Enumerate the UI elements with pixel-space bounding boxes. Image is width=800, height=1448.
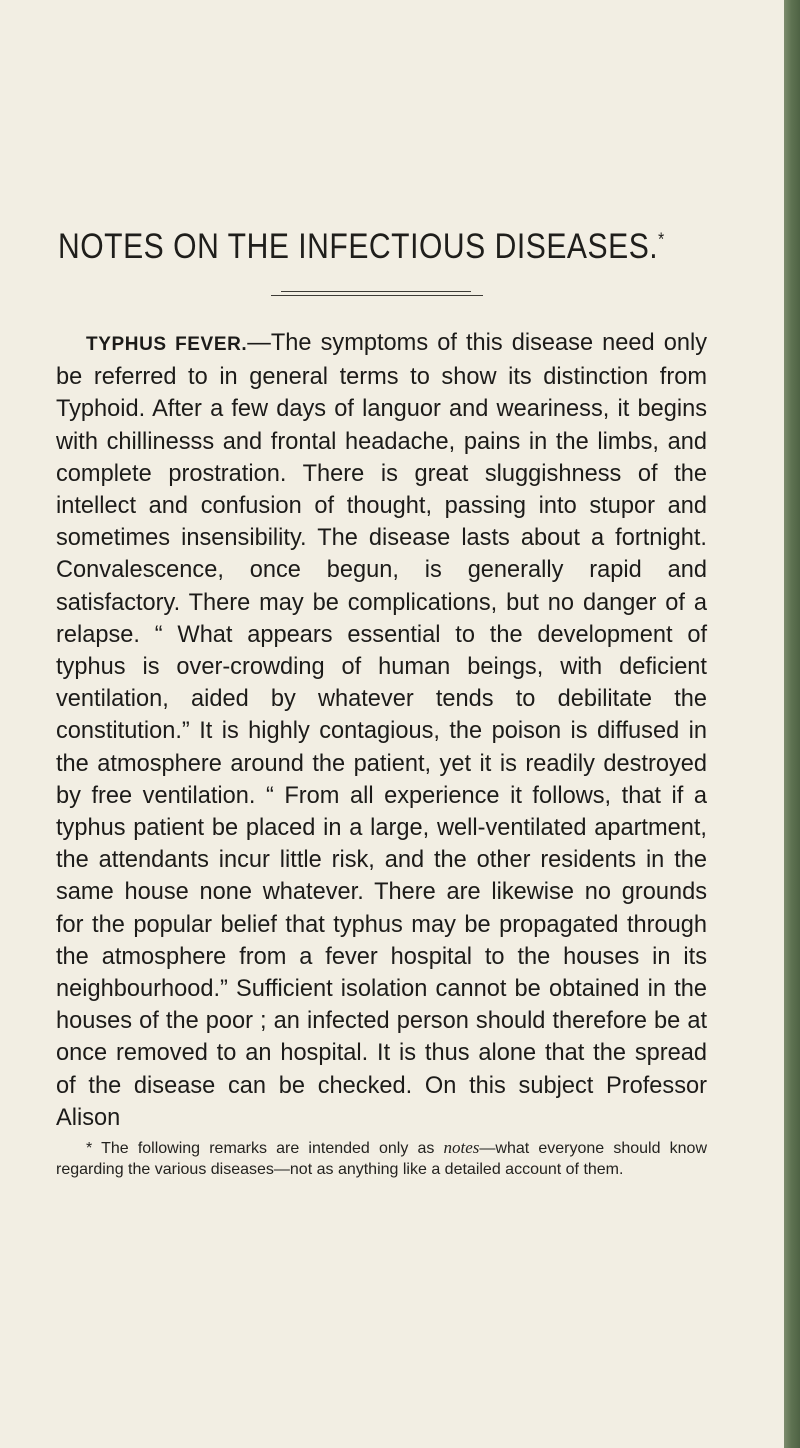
page-title-text: NOTES ON THE INFECTIOUS DISEASES. bbox=[58, 227, 659, 266]
title-divider-bottom bbox=[271, 295, 483, 296]
footnote-emphasis: notes bbox=[443, 1138, 480, 1157]
footnote-marker: * bbox=[86, 1140, 102, 1157]
body-paragraph bbox=[56, 327, 707, 1134]
page-edge-shadow bbox=[784, 0, 800, 1448]
title-divider-top bbox=[281, 291, 471, 292]
footnote-text-end: —what everyone should know regarding the various diseases—not as anything like a detailed account of them. bbox=[56, 1140, 707, 1178]
footnote-reference-marker: * bbox=[658, 229, 665, 250]
footnote-text-start: The following remarks are intended only as bbox=[101, 1140, 444, 1157]
section-heading: TYPHUS FEVER. bbox=[86, 334, 248, 355]
page-title bbox=[58, 227, 665, 267]
body-text: —The symptoms of this disease need only be referred to in general terms to show its distinction from Typhoid. After a few days of languor and weariness, it begins with chillinesss and frontal headache, pains in the limbs, and complete prostration. There is great sluggishness of the intellect and confusion of thought, passing into stupor and sometimes insensibility. The disease lasts about a fortnight. Convalescence, once begun, is generally rapid and satisfactory. There may be complications, but no danger of a relapse. “ What appears essential to the development of typhus is over-crowding of human beings, with deficient ventilation, aided by whatever tends to debilitate the constitution.” It is highly contagious, the poison is diffused in the atmosphere around the patient, yet it is readily destroyed by free ventilation. “ From all experience it follows, that if a typhus patient be placed in a large, well-ventilated apartment, the attendants incur little risk, and the other residents in the same house none whatever. There are likewise no grounds for the popular belief that typhus may be propagated through the atmosphere from a fever hospital to the houses in its neighbourhood.” Sufficient isolation cannot be obtained in the houses of the poor ; an infected person should therefore be at once removed to an hospital. It is thus alone that the spread of the disease can be checked. On this subject Professor Alison bbox=[56, 330, 707, 1131]
footnote bbox=[56, 1137, 707, 1180]
